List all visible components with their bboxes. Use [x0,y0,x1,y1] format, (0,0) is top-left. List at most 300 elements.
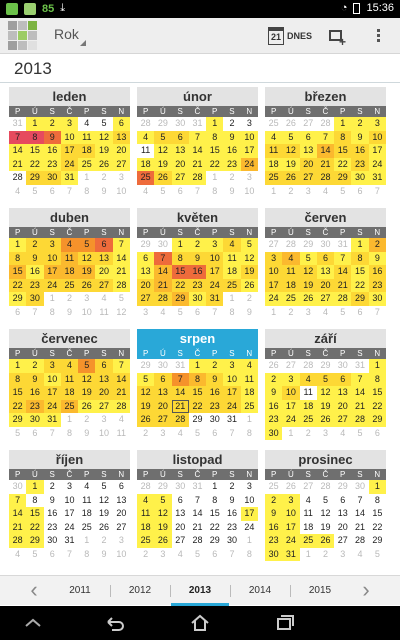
day-cell[interactable]: 7 [154,252,171,266]
day-cell[interactable]: 24 [265,292,282,306]
adjacent-month-day[interactable]: 30 [157,360,168,370]
tab-year-2014[interactable]: 2014 [248,585,272,596]
day-cell[interactable]: 6 [334,373,351,387]
adjacent-month-day[interactable]: 7 [49,427,55,438]
day-cell[interactable]: 25 [78,521,95,535]
adjacent-month-day[interactable]: 2 [84,414,90,424]
adjacent-month-day[interactable]: 2 [288,185,294,196]
day-cell[interactable]: 6 [300,131,317,145]
day-cell[interactable]: 19 [78,265,95,279]
month-červen[interactable] [265,208,386,319]
day-cell[interactable]: 12 [78,252,95,266]
day-cell[interactable]: 3 [282,373,299,387]
day-cell[interactable]: 18 [78,507,95,521]
day-cell[interactable]: 2 [223,480,240,494]
day-cell[interactable]: 24 [206,279,223,293]
day-cell[interactable]: 1 [369,480,386,494]
day-cell[interactable]: 18 [137,521,154,535]
day-cell[interactable]: 12 [317,507,334,521]
day-cell[interactable]: 9 [189,252,206,266]
adjacent-month-day[interactable]: 31 [192,118,203,128]
day-cell[interactable]: 1 [334,117,351,131]
day-cell[interactable]: 21 [113,265,130,279]
adjacent-month-day[interactable]: 5 [15,427,21,438]
day-cell[interactable]: 15 [26,144,43,158]
month-březen[interactable] [265,87,386,198]
day-cell[interactable]: 22 [9,279,26,293]
day-cell[interactable]: 19 [154,521,171,535]
day-cell[interactable]: 13 [95,252,112,266]
day-cell[interactable]: 21 [351,400,368,414]
day-cell[interactable]: 26 [78,400,95,414]
adjacent-month-day[interactable]: 28 [320,481,331,491]
adjacent-month-day[interactable]: 7 [194,185,200,196]
day-cell[interactable]: 23 [26,400,43,414]
add-event-button[interactable]: + [326,26,348,48]
day-cell[interactable]: 6 [172,494,189,508]
day-cell[interactable]: 4 [61,238,78,252]
adjacent-month-day[interactable]: 3 [118,535,124,545]
day-cell[interactable]: 11 [61,252,78,266]
day-cell[interactable]: 25 [223,279,240,293]
day-cell[interactable]: 19 [95,144,112,158]
day-cell[interactable]: 20 [334,521,351,535]
day-cell[interactable]: 3 [61,117,78,131]
adjacent-month-day[interactable]: 6 [212,427,218,438]
adjacent-month-day[interactable]: 5 [194,427,200,438]
day-cell[interactable]: 11 [137,507,154,521]
adjacent-month-day[interactable]: 4 [357,548,363,559]
overflow-menu-icon[interactable] [372,27,384,47]
adjacent-month-day[interactable]: 3 [143,306,149,317]
adjacent-month-day[interactable]: 27 [303,118,314,128]
day-cell[interactable]: 17 [44,265,61,279]
day-cell[interactable]: 5 [137,373,154,387]
day-cell[interactable]: 21 [334,279,351,293]
day-cell[interactable]: 21 [172,400,189,414]
day-cell[interactable]: 30 [265,427,282,441]
day-cell[interactable]: 13 [137,265,154,279]
day-cell[interactable]: 22 [26,521,43,535]
day-cell[interactable]: 18 [300,521,317,535]
day-cell[interactable]: 19 [300,279,317,293]
day-cell[interactable]: 13 [95,373,112,387]
day-cell[interactable]: 24 [282,413,299,427]
day-cell[interactable]: 2 [44,480,61,494]
day-cell[interactable]: 14 [317,144,334,158]
app-logo-icon[interactable] [8,21,38,51]
day-cell[interactable]: 6 [113,480,130,494]
day-cell[interactable]: 31 [369,171,386,185]
home-icon[interactable] [189,612,211,634]
day-cell[interactable]: 22 [334,158,351,172]
day-cell[interactable]: 2 [223,117,240,131]
adjacent-month-day[interactable]: 1 [84,172,90,182]
recent-apps-icon[interactable] [274,612,296,634]
day-cell[interactable]: 31 [61,171,78,185]
adjacent-month-day[interactable]: 5 [357,427,363,438]
day-cell[interactable]: 9 [44,494,61,508]
adjacent-month-day[interactable]: 2 [322,548,328,559]
day-cell[interactable]: 27 [95,279,112,293]
day-cell[interactable]: 1 [351,238,368,252]
day-cell[interactable]: 23 [189,279,206,293]
day-cell[interactable]: 27 [137,292,154,306]
adjacent-month-day[interactable]: 5 [118,293,124,303]
day-cell[interactable]: 19 [282,158,299,172]
day-cell[interactable]: 26 [78,279,95,293]
adjacent-month-day[interactable]: 25 [268,118,279,128]
day-cell[interactable]: 30 [265,548,282,562]
day-cell[interactable]: 11 [265,144,282,158]
adjacent-month-day[interactable]: 1 [66,414,72,424]
day-cell[interactable]: 10 [282,386,299,400]
day-cell[interactable]: 29 [9,413,26,427]
day-cell[interactable]: 4 [265,131,282,145]
day-cell[interactable]: 17 [223,386,240,400]
day-cell[interactable]: 23 [26,279,43,293]
day-cell[interactable]: 1 [9,359,26,373]
adjacent-month-day[interactable]: 6 [49,185,55,196]
chevron-left-icon[interactable]: ‹ [30,577,38,602]
adjacent-month-day[interactable]: 2 [288,306,294,317]
day-cell[interactable]: 10 [265,265,282,279]
day-cell[interactable]: 5 [300,252,317,266]
adjacent-month-day[interactable]: 4 [143,185,149,196]
month-únor[interactable] [137,87,258,198]
day-cell[interactable]: 20 [300,158,317,172]
adjacent-month-day[interactable]: 30 [12,481,23,491]
day-cell[interactable]: 11 [78,131,95,145]
adjacent-month-day[interactable]: 6 [357,185,363,196]
day-cell[interactable]: 8 [9,252,26,266]
adjacent-month-day[interactable]: 6 [49,548,55,559]
month-prosinec[interactable] [265,450,386,561]
adjacent-month-day[interactable]: 1 [49,293,55,303]
adjacent-month-day[interactable]: 5 [374,548,380,559]
adjacent-month-day[interactable]: 4 [177,548,183,559]
day-cell[interactable]: 30 [351,171,368,185]
day-cell[interactable]: 27 [154,413,171,427]
day-cell[interactable]: 9 [206,373,223,387]
day-cell[interactable]: 16 [26,265,43,279]
day-cell[interactable]: 5 [317,373,334,387]
day-cell[interactable]: 26 [154,171,171,185]
day-cell[interactable]: 30 [26,413,43,427]
day-cell[interactable]: 27 [113,521,130,535]
tab-year-2012[interactable]: 2012 [128,585,152,596]
day-cell[interactable]: 26 [95,521,112,535]
day-cell[interactable]: 23 [265,534,282,548]
day-cell[interactable]: 7 [189,494,206,508]
adjacent-month-day[interactable]: 10 [81,306,92,317]
day-cell[interactable]: 27 [300,171,317,185]
day-cell[interactable]: 7 [172,373,189,387]
day-cell[interactable]: 9 [223,131,240,145]
adjacent-month-day[interactable]: 29 [337,481,348,491]
day-cell[interactable]: 8 [9,373,26,387]
day-cell[interactable]: 23 [223,158,240,172]
day-cell[interactable]: 31 [223,413,240,427]
day-cell[interactable]: 21 [113,386,130,400]
adjacent-month-day[interactable]: 4 [15,548,21,559]
day-cell[interactable]: 12 [154,144,171,158]
day-cell[interactable]: 3 [44,359,61,373]
day-cell[interactable]: 1 [369,359,386,373]
adjacent-month-day[interactable]: 5 [160,185,166,196]
adjacent-month-day[interactable]: 9 [246,306,252,317]
adjacent-month-day[interactable]: 2 [229,172,235,182]
day-cell[interactable]: 28 [317,171,334,185]
day-cell[interactable]: 17 [241,507,258,521]
day-cell[interactable]: 22 [9,400,26,414]
day-cell[interactable]: 27 [172,534,189,548]
day-cell[interactable]: 3 [44,238,61,252]
day-cell[interactable]: 7 [113,359,130,373]
day-cell[interactable]: 29 [351,292,368,306]
adjacent-month-day[interactable]: 5 [32,548,38,559]
day-cell[interactable]: 4 [300,373,317,387]
day-cell[interactable]: 3 [265,252,282,266]
adjacent-month-day[interactable]: 8 [229,306,235,317]
adjacent-month-day[interactable]: 26 [268,360,279,370]
day-cell[interactable]: 22 [26,158,43,172]
day-cell[interactable]: 1 [26,480,43,494]
day-cell[interactable]: 18 [137,158,154,172]
adjacent-month-day[interactable]: 31 [192,481,203,491]
day-cell[interactable]: 11 [241,373,258,387]
day-cell[interactable]: 7 [334,252,351,266]
day-cell[interactable]: 19 [137,400,154,414]
day-cell[interactable]: 14 [154,265,171,279]
day-cell[interactable]: 17 [282,521,299,535]
day-cell[interactable]: 17 [241,144,258,158]
day-cell[interactable]: 5 [154,494,171,508]
day-cell[interactable]: 29 [369,413,386,427]
day-cell[interactable]: 8 [206,494,223,508]
adjacent-month-day[interactable]: 4 [322,185,328,196]
day-cell[interactable]: 8 [26,494,43,508]
day-cell[interactable]: 24 [61,158,78,172]
day-cell[interactable]: 9 [26,373,43,387]
month-duben[interactable] [9,208,130,319]
day-cell[interactable]: 22 [206,158,223,172]
keyboard-hide-icon[interactable] [22,612,44,634]
day-cell[interactable]: 14 [9,144,26,158]
day-cell[interactable]: 8 [172,252,189,266]
adjacent-month-day[interactable]: 30 [175,481,186,491]
day-cell[interactable]: 23 [44,521,61,535]
day-cell[interactable]: 1 [26,117,43,131]
adjacent-month-day[interactable]: 6 [177,185,183,196]
day-cell[interactable]: 1 [189,359,206,373]
day-cell[interactable]: 8 [369,373,386,387]
day-cell[interactable]: 30 [44,534,61,548]
adjacent-month-day[interactable]: 9 [101,185,107,196]
adjacent-month-day[interactable]: 28 [140,118,151,128]
day-cell[interactable]: 7 [9,494,26,508]
adjacent-month-day[interactable]: 11 [116,427,127,438]
day-cell[interactable]: 29 [334,171,351,185]
day-cell[interactable]: 24 [44,400,61,414]
day-cell[interactable]: 8 [369,494,386,508]
adjacent-month-day[interactable]: 5 [177,306,183,317]
day-cell[interactable]: 10 [206,252,223,266]
day-cell[interactable]: 3 [241,480,258,494]
day-cell[interactable]: 30 [44,171,61,185]
adjacent-month-day[interactable]: 10 [244,185,255,196]
adjacent-month-day[interactable]: 3 [160,548,166,559]
day-cell[interactable]: 25 [61,279,78,293]
adjacent-month-day[interactable]: 28 [303,360,314,370]
adjacent-month-day[interactable]: 8 [66,427,72,438]
day-cell[interactable]: 14 [189,144,206,158]
day-cell[interactable]: 13 [113,494,130,508]
adjacent-month-day[interactable]: 2 [143,427,149,438]
day-cell[interactable]: 30 [369,292,386,306]
adjacent-month-day[interactable]: 3 [84,293,90,303]
adjacent-month-day[interactable]: 26 [285,481,296,491]
day-cell[interactable]: 13 [334,386,351,400]
day-cell[interactable]: 17 [44,386,61,400]
day-cell[interactable]: 4 [61,359,78,373]
month-leden[interactable] [9,87,130,198]
adjacent-month-day[interactable]: 28 [320,118,331,128]
day-cell[interactable]: 28 [334,292,351,306]
adjacent-month-day[interactable]: 2 [101,172,107,182]
day-cell[interactable]: 6 [95,238,112,252]
day-cell[interactable]: 10 [223,373,240,387]
adjacent-month-day[interactable]: 3 [160,427,166,438]
adjacent-month-day[interactable]: 12 [116,306,127,317]
adjacent-month-day[interactable]: 27 [303,481,314,491]
adjacent-month-day[interactable]: 3 [118,172,124,182]
day-cell[interactable]: 22 [206,521,223,535]
day-cell[interactable]: 19 [241,265,258,279]
day-cell[interactable]: 15 [334,144,351,158]
adjacent-month-day[interactable]: 7 [229,427,235,438]
day-cell[interactable]: 15 [172,265,189,279]
day-cell[interactable]: 27 [95,400,112,414]
tab-year-2011[interactable]: 2011 [69,585,91,596]
day-cell[interactable]: 8 [334,131,351,145]
day-cell[interactable]: 4 [78,117,95,131]
day-cell[interactable]: 20 [172,158,189,172]
day-cell[interactable]: 10 [61,494,78,508]
day-cell[interactable]: 9 [265,386,282,400]
day-cell[interactable]: 14 [113,373,130,387]
day-cell[interactable]: 22 [369,400,386,414]
day-cell[interactable]: 2 [206,359,223,373]
day-cell[interactable]: 23 [206,400,223,414]
day-cell[interactable]: 20 [113,507,130,521]
day-cell[interactable]: 13 [154,386,171,400]
day-cell[interactable]: 4 [282,252,299,266]
day-cell[interactable]: 25 [61,400,78,414]
day-cell[interactable]: 14 [113,252,130,266]
day-cell[interactable]: 8 [206,131,223,145]
adjacent-month-day[interactable]: 8 [84,185,90,196]
day-cell[interactable]: 20 [154,400,171,414]
day-cell[interactable]: 9 [44,131,61,145]
day-cell[interactable]: 1 [206,480,223,494]
day-cell[interactable]: 25 [265,171,282,185]
day-cell[interactable]: 11 [137,144,154,158]
day-cell[interactable]: 15 [369,386,386,400]
day-cell[interactable]: 12 [300,265,317,279]
day-cell[interactable]: 19 [317,521,334,535]
day-cell[interactable]: 29 [26,534,43,548]
adjacent-month-day[interactable]: 1 [246,414,252,424]
day-cell[interactable]: 2 [265,373,282,387]
day-cell[interactable]: 4 [300,494,317,508]
day-cell[interactable]: 22 [189,400,206,414]
adjacent-month-day[interactable]: 7 [66,548,72,559]
adjacent-month-day[interactable]: 31 [355,360,366,370]
adjacent-month-day[interactable]: 8 [84,548,90,559]
adjacent-month-day[interactable]: 3 [246,172,252,182]
adjacent-month-day[interactable]: 4 [15,185,21,196]
day-cell[interactable]: 5 [317,494,334,508]
adjacent-month-day[interactable]: 9 [229,185,235,196]
day-cell[interactable]: 24 [61,521,78,535]
day-cell[interactable]: 14 [351,507,368,521]
day-cell[interactable]: 24 [282,534,299,548]
day-cell[interactable]: 3 [282,494,299,508]
day-cell[interactable]: 21 [189,521,206,535]
day-cell[interactable]: 22 [369,521,386,535]
day-cell[interactable]: 6 [154,373,171,387]
day-cell[interactable]: 2 [26,238,43,252]
day-cell[interactable]: 4 [241,359,258,373]
day-cell[interactable]: 20 [137,279,154,293]
day-cell[interactable]: 5 [282,131,299,145]
day-cell[interactable]: 2 [26,359,43,373]
day-cell[interactable]: 21 [9,158,26,172]
day-cell[interactable]: 11 [300,507,317,521]
day-cell[interactable]: 11 [78,494,95,508]
day-cell[interactable]: 16 [44,507,61,521]
day-cell[interactable]: 25 [137,171,154,185]
adjacent-month-day[interactable]: 29 [157,118,168,128]
adjacent-month-day[interactable]: 8 [212,185,218,196]
adjacent-month-day[interactable]: 8 [49,306,55,317]
day-cell[interactable]: 16 [265,400,282,414]
day-cell[interactable]: 12 [137,386,154,400]
day-cell[interactable]: 17 [265,279,282,293]
adjacent-month-day[interactable]: 2 [66,293,72,303]
day-cell[interactable]: 4 [137,131,154,145]
adjacent-month-day[interactable]: 29 [303,239,314,249]
day-cell[interactable]: 28 [189,534,206,548]
day-cell[interactable]: 27 [334,534,351,548]
day-cell[interactable]: 15 [9,386,26,400]
adjacent-month-day[interactable]: 30 [157,239,168,249]
day-cell[interactable]: 29 [369,534,386,548]
day-cell[interactable]: 27 [334,413,351,427]
day-cell[interactable]: 11 [223,252,240,266]
day-cell[interactable]: 19 [317,400,334,414]
day-cell[interactable]: 5 [241,238,258,252]
day-cell[interactable]: 15 [206,144,223,158]
day-cell[interactable]: 18 [61,386,78,400]
adjacent-month-day[interactable]: 4 [101,293,107,303]
day-cell[interactable]: 25 [78,158,95,172]
day-cell[interactable]: 18 [265,158,282,172]
day-cell[interactable]: 20 [172,521,189,535]
day-cell[interactable]: 4 [223,238,240,252]
day-cell[interactable]: 13 [172,144,189,158]
